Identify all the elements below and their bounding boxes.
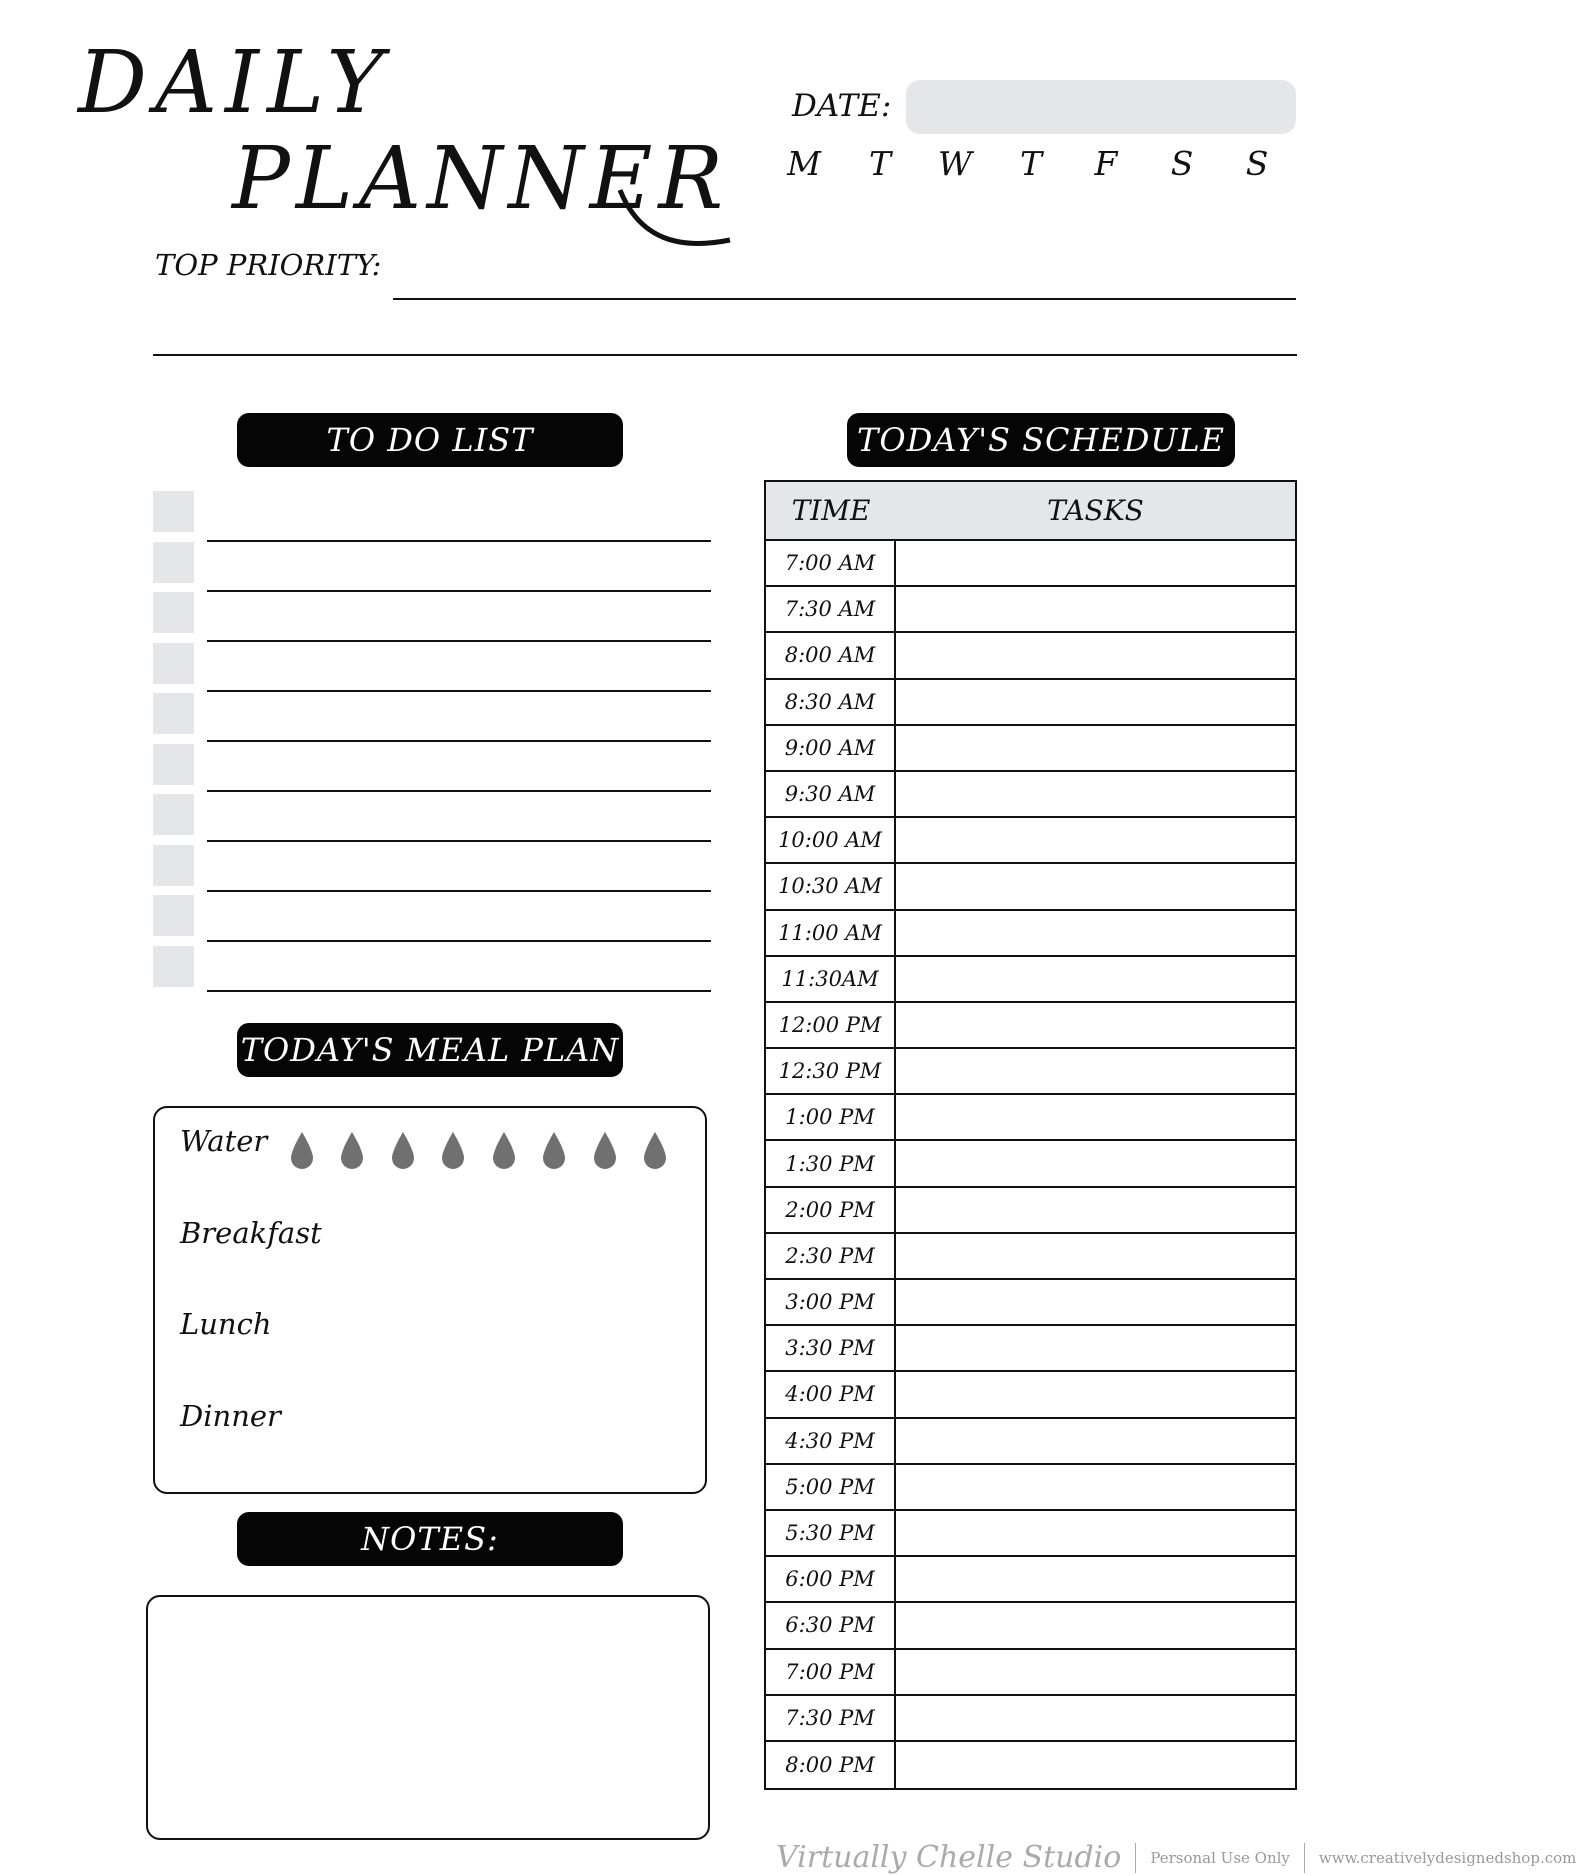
footer	[776, 1840, 1576, 1875]
time-slot: 8:00 PM	[766, 1742, 896, 1788]
schedule-row	[766, 1095, 1295, 1141]
time-slot: 12:00 PM	[766, 1003, 896, 1047]
schedule-row	[766, 957, 1295, 1003]
task-cell[interactable]	[896, 818, 1295, 862]
shop-url[interactable]: www.creativelydesignedshop.com	[1318, 1848, 1576, 1867]
time-slot: 2:30 PM	[766, 1234, 896, 1278]
todo-checkbox[interactable]	[153, 794, 194, 835]
date-field[interactable]	[906, 80, 1296, 134]
schedule-row	[766, 1326, 1295, 1372]
task-cell[interactable]	[896, 1188, 1295, 1232]
todo-line[interactable]	[207, 890, 711, 892]
schedule-row	[766, 1603, 1295, 1649]
schedule-row	[766, 1511, 1295, 1557]
water-drop-icon[interactable]	[289, 1130, 315, 1170]
time-slot: 1:00 PM	[766, 1095, 896, 1139]
water-drop-icon[interactable]	[642, 1130, 668, 1170]
schedule-row	[766, 1419, 1295, 1465]
top-priority-label: TOP PRIORITY:	[155, 248, 382, 282]
todo-line[interactable]	[207, 640, 711, 642]
water-drop-icon[interactable]	[339, 1130, 365, 1170]
todo-line[interactable]	[207, 540, 711, 542]
time-slot: 4:30 PM	[766, 1419, 896, 1463]
task-cell[interactable]	[896, 633, 1295, 677]
time-column-header: TIME	[791, 494, 871, 527]
task-cell[interactable]	[896, 541, 1295, 585]
task-cell[interactable]	[896, 587, 1295, 631]
footer-divider	[1304, 1843, 1305, 1873]
tasks-column-header: TASKS	[1047, 494, 1144, 527]
time-slot: 11:00 AM	[766, 911, 896, 955]
day-thursday[interactable]: T	[1019, 144, 1042, 183]
notes-title: NOTES:	[237, 1512, 623, 1566]
day-saturday[interactable]: S	[1170, 144, 1194, 183]
schedule-row	[766, 680, 1295, 726]
todo-line[interactable]	[207, 940, 711, 942]
time-slot: 9:00 AM	[766, 726, 896, 770]
time-slot: 7:30 PM	[766, 1696, 896, 1740]
task-cell[interactable]	[896, 1372, 1295, 1416]
task-cell[interactable]	[896, 1326, 1295, 1370]
task-cell[interactable]	[896, 1511, 1295, 1555]
studio-signature: Virtually Chelle Studio	[776, 1840, 1122, 1875]
schedule-row	[766, 1650, 1295, 1696]
schedule-row	[766, 1049, 1295, 1095]
time-slot: 2:00 PM	[766, 1188, 896, 1232]
todo-line[interactable]	[207, 590, 711, 592]
task-cell[interactable]	[896, 1095, 1295, 1139]
task-cell[interactable]	[896, 1603, 1295, 1647]
schedule-row	[766, 911, 1295, 957]
time-slot: 8:00 AM	[766, 633, 896, 677]
title-planner: PLANNER	[232, 129, 730, 229]
schedule-row	[766, 1234, 1295, 1280]
task-cell[interactable]	[896, 726, 1295, 770]
date-label: DATE:	[792, 88, 892, 124]
notes-area[interactable]	[146, 1595, 710, 1840]
time-slot: 11:30AM	[766, 957, 896, 1001]
dinner-label[interactable]: Dinner	[180, 1399, 281, 1433]
schedule-row	[766, 1557, 1295, 1603]
time-slot: 10:00 AM	[766, 818, 896, 862]
todo-checkbox[interactable]	[153, 643, 194, 684]
day-sunday[interactable]: S	[1245, 144, 1269, 183]
todo-checkbox[interactable]	[153, 542, 194, 583]
time-slot: 8:30 AM	[766, 680, 896, 724]
schedule-row	[766, 1372, 1295, 1418]
time-slot: 4:00 PM	[766, 1372, 896, 1416]
task-cell[interactable]	[896, 1003, 1295, 1047]
todo-checkbox[interactable]	[153, 895, 194, 936]
todo-checkbox[interactable]	[153, 592, 194, 633]
schedule-row	[766, 818, 1295, 864]
schedule-row	[766, 772, 1295, 818]
task-cell[interactable]	[896, 911, 1295, 955]
task-cell[interactable]	[896, 957, 1295, 1001]
schedule-row	[766, 1003, 1295, 1049]
usage-notice: Personal Use Only	[1150, 1848, 1290, 1867]
task-cell[interactable]	[896, 1557, 1295, 1601]
water-label: Water	[180, 1124, 268, 1158]
time-slot: 3:00 PM	[766, 1280, 896, 1324]
time-slot: 6:30 PM	[766, 1603, 896, 1647]
time-slot: 7:00 PM	[766, 1650, 896, 1694]
schedule-row	[766, 1742, 1295, 1788]
schedule-row	[766, 587, 1295, 633]
task-cell[interactable]	[896, 1141, 1295, 1185]
water-drop-icon[interactable]	[440, 1130, 466, 1170]
schedule-row	[766, 1280, 1295, 1326]
todo-line[interactable]	[207, 790, 711, 792]
schedule-row	[766, 726, 1295, 772]
top-priority-line-2[interactable]	[153, 354, 1297, 356]
time-slot: 7:00 AM	[766, 541, 896, 585]
meal-plan-title: TODAY'S MEAL PLAN	[237, 1023, 623, 1077]
task-cell[interactable]	[896, 772, 1295, 816]
todo-line[interactable]	[207, 990, 711, 992]
task-cell[interactable]	[896, 1465, 1295, 1509]
schedule-row	[766, 633, 1295, 679]
time-slot: 5:30 PM	[766, 1511, 896, 1555]
footer-divider	[1135, 1843, 1136, 1873]
task-cell[interactable]	[896, 864, 1295, 908]
todo-line[interactable]	[207, 690, 711, 692]
water-drop-icon[interactable]	[541, 1130, 567, 1170]
lunch-label[interactable]: Lunch	[180, 1307, 272, 1341]
todo-line[interactable]	[207, 840, 711, 842]
schedule-row	[766, 1465, 1295, 1511]
day-wednesday[interactable]: W	[938, 144, 972, 183]
task-cell[interactable]	[896, 1650, 1295, 1694]
schedule-row	[766, 1141, 1295, 1187]
day-tuesday[interactable]: T	[868, 144, 891, 183]
time-slot: 3:30 PM	[766, 1326, 896, 1370]
todo-title: TO DO LIST	[237, 413, 623, 467]
schedule-row	[766, 864, 1295, 910]
water-drop-icon[interactable]	[592, 1130, 618, 1170]
time-slot: 12:30 PM	[766, 1049, 896, 1093]
time-slot: 5:00 PM	[766, 1465, 896, 1509]
task-cell[interactable]	[896, 1696, 1295, 1740]
schedule-row	[766, 541, 1295, 587]
meal-plan-box	[153, 1106, 707, 1494]
task-cell[interactable]	[896, 1234, 1295, 1278]
top-priority-line-1[interactable]	[393, 298, 1296, 300]
schedule-row	[766, 1188, 1295, 1234]
title-daily: DAILY	[78, 33, 392, 133]
todo-checkbox[interactable]	[153, 491, 194, 532]
task-cell[interactable]	[896, 1742, 1295, 1788]
schedule-title: TODAY'S SCHEDULE	[847, 413, 1235, 467]
schedule-row	[766, 1696, 1295, 1742]
schedule-table	[764, 480, 1297, 1790]
day-monday[interactable]: M	[787, 144, 821, 183]
todo-line[interactable]	[207, 740, 711, 742]
todo-checkbox[interactable]	[153, 744, 194, 785]
title-swash-decoration	[620, 180, 740, 260]
task-cell[interactable]	[896, 1419, 1295, 1463]
time-slot: 1:30 PM	[766, 1141, 896, 1185]
time-slot: 10:30 AM	[766, 864, 896, 908]
time-slot: 6:00 PM	[766, 1557, 896, 1601]
water-drop-icon[interactable]	[491, 1130, 517, 1170]
day-friday[interactable]: F	[1094, 144, 1118, 183]
todo-checkbox[interactable]	[153, 693, 194, 734]
time-slot: 7:30 AM	[766, 587, 896, 631]
todo-checkbox[interactable]	[153, 845, 194, 886]
todo-checkbox[interactable]	[153, 946, 194, 987]
time-slot: 9:30 AM	[766, 772, 896, 816]
task-cell[interactable]	[896, 1049, 1295, 1093]
task-cell[interactable]	[896, 1280, 1295, 1324]
breakfast-label[interactable]: Breakfast	[180, 1216, 322, 1250]
task-cell[interactable]	[896, 680, 1295, 724]
schedule-header-row	[766, 482, 1295, 541]
water-drop-icon[interactable]	[390, 1130, 416, 1170]
